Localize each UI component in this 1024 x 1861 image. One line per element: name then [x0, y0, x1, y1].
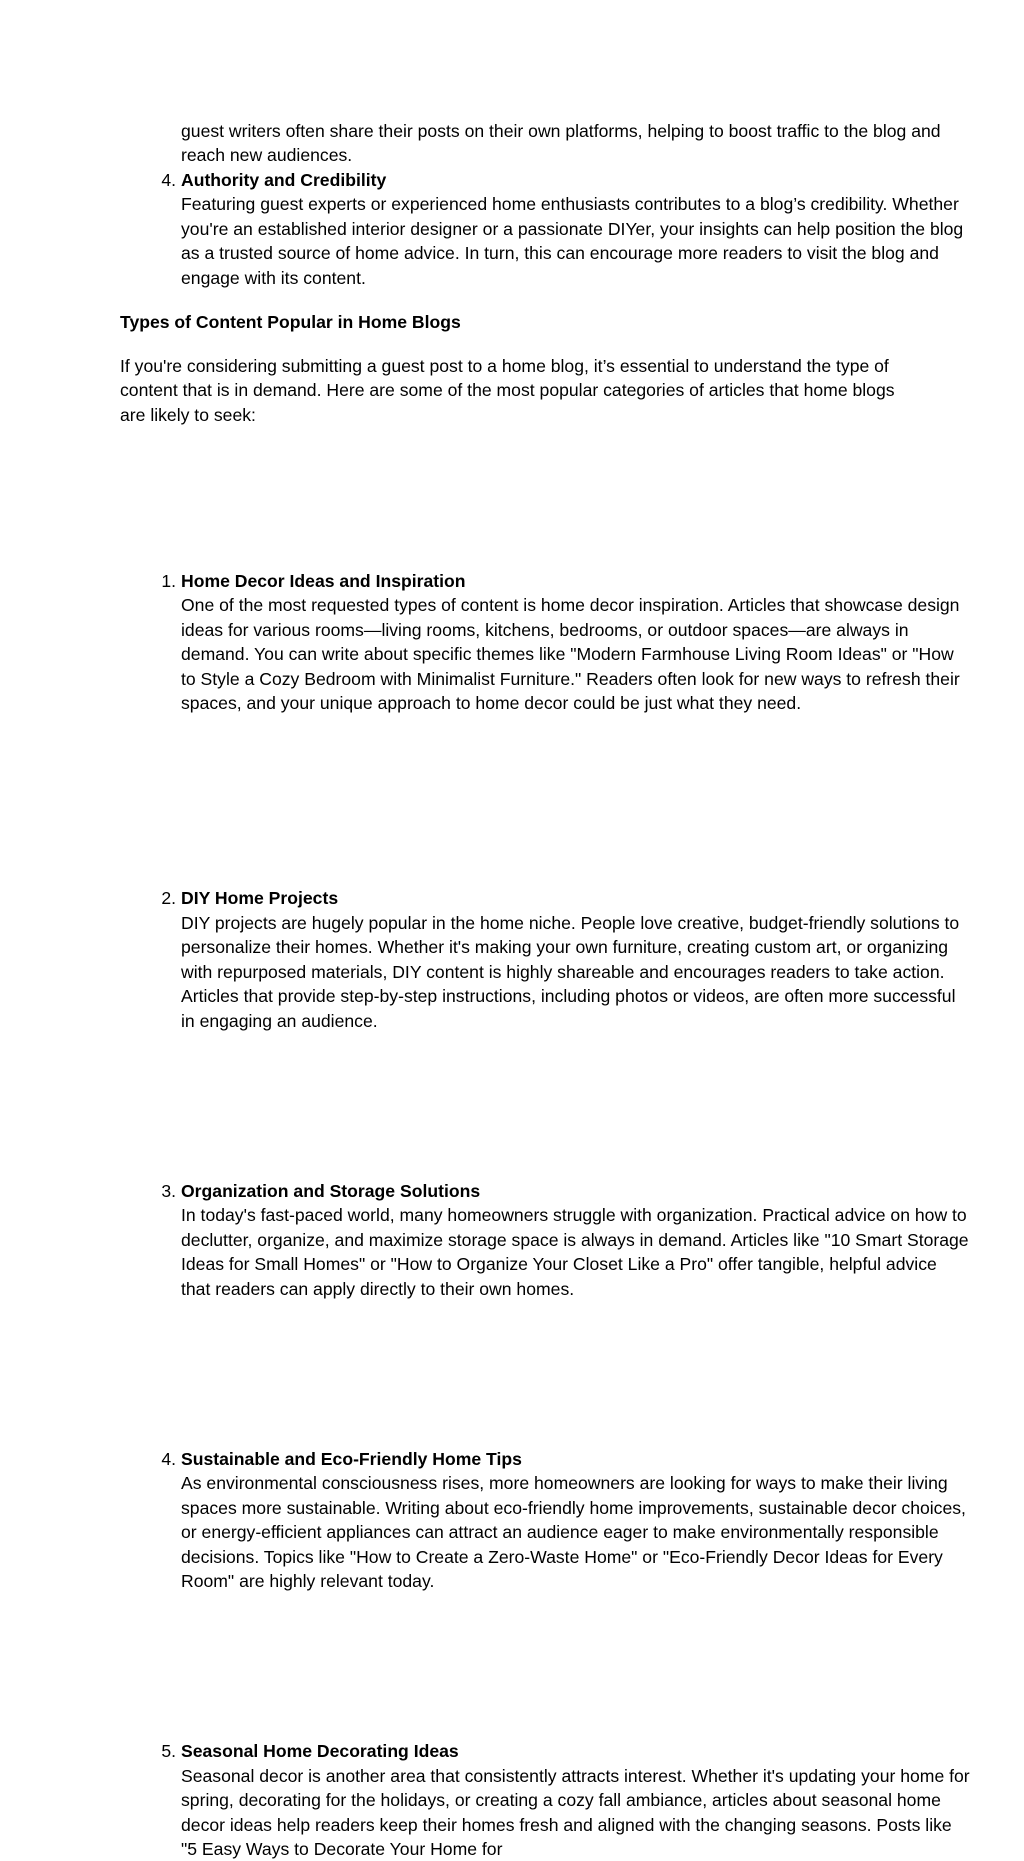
section-intro-text: If you're considering submitting a guest post to a home blog, it’s essential to understand the type of content that is in demand. Here are some of the most popular categories of articles that home blogs are likely to seek:	[120, 356, 895, 425]
list-item-body: One of the most requested types of content is home decor inspiration. Articles that showcase design ideas for various rooms—living rooms, kitchens, bedrooms, or outdoor spaces—are always in demand. You can write about specific themes like "Modern Farmhouse Living Room Ideas" or "How to Style a Cozy Bedroom with Minimalist Furniture." Readers often look for new ways to refresh their spaces, and your unique approach to home decor could be just what they need.	[181, 595, 960, 714]
list-number: 4.	[161, 1448, 176, 1469]
list-item-title: Sustainable and Eco-Friendly Home Tips	[181, 1448, 522, 1469]
list-number: 3.	[161, 1180, 176, 1201]
section-intro	[120, 354, 910, 427]
continuation-paragraph	[120, 119, 971, 168]
list-item-title: Home Decor Ideas and Inspiration	[181, 571, 466, 592]
list-item-title: Seasonal Home Decorating Ideas	[181, 1741, 459, 1762]
list-item-body: DIY projects are hugely popular in the home niche. People love creative, budget-friendly solutions to personalize their homes. Whether it's making your own furniture, creating custom art, or organizing with repurposed materials, DIY content is highly shareable and encourages readers to take action. Articles that provide step-by-step instructions, including photos or videos, are often more successful in engaging an audience.	[181, 912, 960, 1031]
list-number: 4.	[161, 170, 176, 190]
list-item	[120, 569, 971, 715]
list-item	[120, 1179, 971, 1301]
list-item-body: Seasonal decor is another area that consistently attracts interest. Whether it's updating your home for spring, decorating for the holidays, or creating a cozy fall ambiance, articles about seasonal home decor ideas help readers keep their homes fresh and aligned with the changing seasons. Posts like "5 Easy Ways to Decorate Your Home for	[181, 1765, 970, 1859]
list-item-title: Authority and Credibility	[181, 170, 387, 190]
continuation-text: guest writers often share their posts on their own platforms, helping to boost traffic to the blog and reach new audiences.	[181, 121, 941, 166]
list-item	[120, 1739, 971, 1861]
list-number: 2.	[161, 888, 176, 909]
section-heading	[120, 310, 910, 334]
list-number: 1.	[161, 571, 176, 592]
section-heading-text: Types of Content Popular in Home Blogs	[120, 312, 461, 332]
list-item	[120, 168, 971, 290]
list-number: 5.	[161, 1741, 176, 1762]
list-item-title: Organization and Storage Solutions	[181, 1180, 481, 1201]
list-item	[120, 886, 971, 1032]
list-item	[120, 1447, 971, 1593]
list-item-body: In today's fast-paced world, many homeowners struggle with organization. Practical advice on how to declutter, organize, and maximize storage space is always in demand. Articles like "10 Smart Storage Ideas for Small Homes" or "How to Organize Your Closet Like a Pro" offer tangible, helpful advice that readers can apply directly to their own homes.	[181, 1205, 969, 1299]
list-item-body: As environmental consciousness rises, more homeowners are looking for ways to make their living spaces more sustainable. Writing about eco-friendly home improvements, sustainable decor choices, or energy-efficient appliances can attract an audience eager to make environmentally responsible decisions. Topics like "How to Create a Zero-Waste Home" or "Eco-Friendly Decor Ideas for Every Room" are highly relevant today.	[181, 1473, 966, 1591]
list-item-body: Featuring guest experts or experienced home enthusiasts contributes to a blog’s credibility. Whether you're an established interior designer or a passionate DIYer, your insights can help position the blog as a trusted source of home advice. In turn, this can encourage more readers to visit the blog and engage with its content.	[181, 194, 964, 288]
list-item-title: DIY Home Projects	[181, 888, 339, 909]
